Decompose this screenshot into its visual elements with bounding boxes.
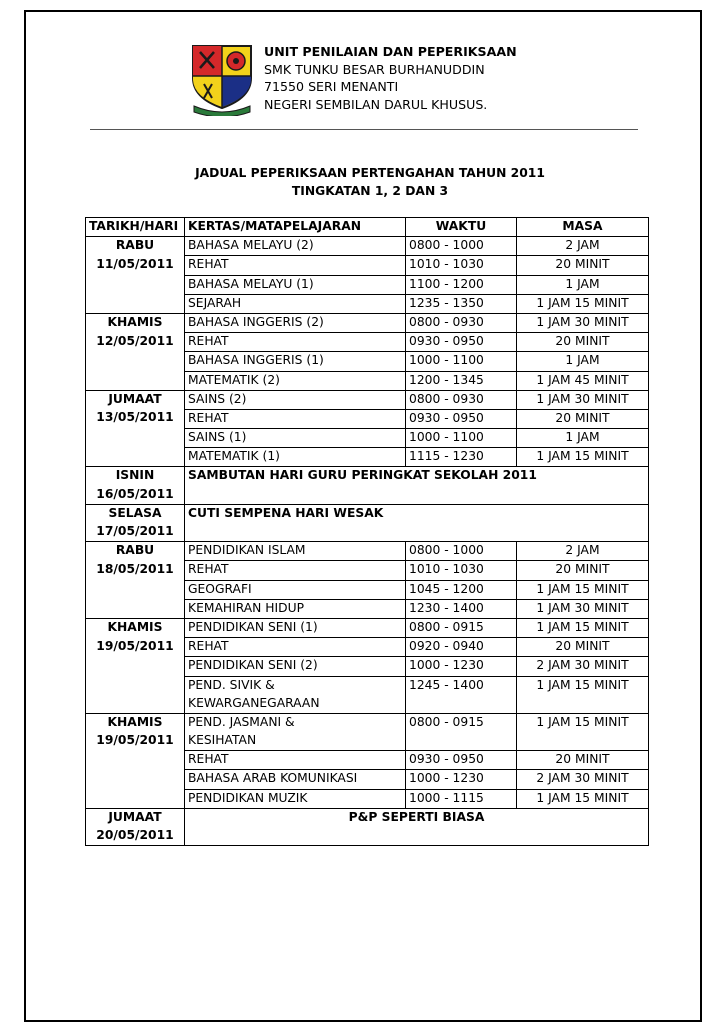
table-row bbox=[86, 751, 649, 770]
school-state: NEGERI SEMBILAN DARUL KHUSUS. bbox=[264, 96, 488, 112]
time-cell: 0920 - 0940 bbox=[406, 638, 517, 657]
table-row bbox=[86, 618, 649, 637]
table-row bbox=[86, 542, 649, 561]
duration-cell: 1 JAM 45 MINIT bbox=[517, 371, 649, 390]
table-row bbox=[86, 638, 649, 657]
time-cell: 0800 - 0930 bbox=[406, 313, 517, 332]
table-row bbox=[86, 294, 649, 313]
table-row bbox=[86, 237, 649, 256]
duration-cell: 20 MINIT bbox=[517, 561, 649, 580]
header-subject: KERTAS/MATAPELAJARAN bbox=[185, 218, 406, 237]
duration-cell: 2 JAM bbox=[517, 237, 649, 256]
date-cell: 19/05/2011 bbox=[86, 638, 185, 657]
table-row bbox=[86, 657, 649, 676]
duration-cell: 1 JAM 30 MINIT bbox=[517, 599, 649, 618]
school-crest-icon bbox=[190, 40, 254, 116]
date-cell bbox=[86, 371, 185, 390]
table-row bbox=[86, 561, 649, 580]
subject-cell: BAHASA INGGERIS (1) bbox=[185, 352, 406, 371]
time-cell: 1200 - 1345 bbox=[406, 371, 517, 390]
duration-cell: 1 JAM 15 MINIT bbox=[517, 294, 649, 313]
subject-cell: PENDIDIKAN MUZIK bbox=[185, 789, 406, 808]
event-cell: CUTI SEMPENA HARI WESAK bbox=[185, 504, 649, 541]
header-time: WAKTU bbox=[406, 218, 517, 237]
date-cell bbox=[86, 657, 185, 676]
date-cell: ISNIN bbox=[86, 467, 185, 486]
table-row bbox=[86, 409, 649, 428]
time-cell: 1000 - 1100 bbox=[406, 352, 517, 371]
subject-cell: REHAT bbox=[185, 409, 406, 428]
subject-cell: BAHASA ARAB KOMUNIKASI bbox=[185, 770, 406, 789]
time-cell: 0800 - 1000 bbox=[406, 542, 517, 561]
date-cell bbox=[86, 448, 185, 467]
time-cell: 1000 - 1115 bbox=[406, 789, 517, 808]
subject-cell: PENDIDIKAN ISLAM bbox=[185, 542, 406, 561]
subject-cell: PENDIDIKAN SENI (2) bbox=[185, 657, 406, 676]
duration-cell: 1 JAM bbox=[517, 352, 649, 371]
table-row bbox=[86, 352, 649, 371]
unit-name: UNIT PENILAIAN DAN PEPERIKSAAN bbox=[264, 44, 517, 59]
header-date: TARIKH/HARI bbox=[86, 218, 185, 237]
date-cell: 13/05/2011 bbox=[86, 409, 185, 428]
header-divider bbox=[90, 129, 638, 130]
time-cell: 1010 - 1030 bbox=[406, 256, 517, 275]
table-row bbox=[86, 580, 649, 599]
table-row bbox=[86, 313, 649, 332]
time-cell: 0800 - 0915 bbox=[406, 618, 517, 637]
time-cell: 1000 - 1230 bbox=[406, 657, 517, 676]
subject-cell: GEOGRAFI bbox=[185, 580, 406, 599]
time-cell: 1000 - 1100 bbox=[406, 429, 517, 448]
date-cell: 20/05/2011 bbox=[86, 827, 185, 846]
event-cell: SAMBUTAN HARI GURU PERINGKAT SEKOLAH 2011 bbox=[185, 467, 649, 504]
duration-cell: 1 JAM bbox=[517, 429, 649, 448]
table-row bbox=[86, 429, 649, 448]
duration-cell: 1 JAM 15 MINIT bbox=[517, 618, 649, 637]
date-cell: 16/05/2011 bbox=[86, 486, 185, 505]
date-cell bbox=[86, 751, 185, 770]
school-name: SMK TUNKU BESAR BURHANUDDIN bbox=[264, 61, 485, 77]
subject-cell: PEND. SIVIK & bbox=[185, 676, 406, 695]
table-row bbox=[86, 467, 649, 486]
time-cell: 0930 - 0950 bbox=[406, 333, 517, 352]
time-cell: 0930 - 0950 bbox=[406, 751, 517, 770]
time-cell: 1010 - 1030 bbox=[406, 561, 517, 580]
subject-cell: BAHASA MELAYU (1) bbox=[185, 275, 406, 294]
date-cell bbox=[86, 599, 185, 618]
table-row bbox=[86, 371, 649, 390]
table-row bbox=[86, 676, 649, 695]
table-row bbox=[86, 504, 649, 523]
date-cell: RABU bbox=[86, 237, 185, 256]
date-cell bbox=[86, 294, 185, 313]
date-cell: 12/05/2011 bbox=[86, 333, 185, 352]
document-title bbox=[180, 164, 560, 200]
date-cell: KHAMIS bbox=[86, 618, 185, 637]
duration-cell: 20 MINIT bbox=[517, 751, 649, 770]
date-cell bbox=[86, 770, 185, 789]
subject-cell: MATEMATIK (2) bbox=[185, 371, 406, 390]
duration-cell: 20 MINIT bbox=[517, 256, 649, 275]
subject-cell: REHAT bbox=[185, 638, 406, 657]
duration-cell: 1 JAM 15 MINIT bbox=[517, 789, 649, 808]
subject-cell: BAHASA INGGERIS (2) bbox=[185, 313, 406, 332]
date-cell: RABU bbox=[86, 542, 185, 561]
table-row bbox=[86, 275, 649, 294]
date-cell bbox=[86, 580, 185, 599]
duration-cell: 1 JAM 15 MINIT bbox=[517, 448, 649, 467]
duration-cell: 1 JAM 15 MINIT bbox=[517, 713, 649, 750]
subject-cell: SAINS (1) bbox=[185, 429, 406, 448]
subject-cell: BAHASA MELAYU (2) bbox=[185, 237, 406, 256]
date-cell: 17/05/2011 bbox=[86, 523, 185, 542]
duration-cell: 20 MINIT bbox=[517, 333, 649, 352]
time-cell: 1245 - 1400 bbox=[406, 676, 517, 713]
duration-cell: 1 JAM 30 MINIT bbox=[517, 313, 649, 332]
duration-cell: 2 JAM bbox=[517, 542, 649, 561]
time-cell: 1115 - 1230 bbox=[406, 448, 517, 467]
duration-cell: 1 JAM 15 MINIT bbox=[517, 676, 649, 713]
subject-cell: PENDIDIKAN SENI (1) bbox=[185, 618, 406, 637]
date-cell: 19/05/2011 bbox=[86, 732, 185, 751]
school-postcode: 71550 SERI MENANTI bbox=[264, 79, 399, 94]
time-cell: 1235 - 1350 bbox=[406, 294, 517, 313]
subject-cell: MATEMATIK (1) bbox=[185, 448, 406, 467]
time-cell: 0800 - 1000 bbox=[406, 237, 517, 256]
time-cell: 0930 - 0950 bbox=[406, 409, 517, 428]
date-cell bbox=[86, 695, 185, 714]
time-cell: 1100 - 1200 bbox=[406, 275, 517, 294]
duration-cell: 1 JAM 15 MINIT bbox=[517, 580, 649, 599]
table-row bbox=[86, 789, 649, 808]
date-cell: KHAMIS bbox=[86, 713, 185, 732]
subject-cell: REHAT bbox=[185, 333, 406, 352]
subject-cell: SAINS (2) bbox=[185, 390, 406, 409]
duration-cell: 1 JAM 30 MINIT bbox=[517, 390, 649, 409]
duration-cell: 1 JAM bbox=[517, 275, 649, 294]
date-cell: JUMAAT bbox=[86, 808, 185, 827]
subject-cell: REHAT bbox=[185, 561, 406, 580]
subject-cell: KEMAHIRAN HIDUP bbox=[185, 599, 406, 618]
date-cell bbox=[86, 352, 185, 371]
duration-cell: 20 MINIT bbox=[517, 638, 649, 657]
subject-cell: PEND. JASMANI & bbox=[185, 713, 406, 732]
title-line-2: TINGKATAN 1, 2 DAN 3 bbox=[291, 184, 449, 198]
date-cell: KHAMIS bbox=[86, 313, 185, 332]
time-cell: 1230 - 1400 bbox=[406, 599, 517, 618]
title-line-1: JADUAL PEPERIKSAAN PERTENGAHAN TAHUN 2011 bbox=[195, 166, 545, 180]
date-cell bbox=[86, 429, 185, 448]
date-cell: SELASA bbox=[86, 504, 185, 523]
time-cell: 0800 - 0915 bbox=[406, 713, 517, 750]
header-duration: MASA bbox=[517, 218, 649, 237]
table-row bbox=[86, 448, 649, 467]
subject-cell-continued: KEWARGANEGARAAN bbox=[185, 695, 406, 714]
duration-cell: 2 JAM 30 MINIT bbox=[517, 770, 649, 789]
date-cell: 11/05/2011 bbox=[86, 256, 185, 275]
date-cell: JUMAAT bbox=[86, 390, 185, 409]
table-row bbox=[86, 256, 649, 275]
subject-cell: SEJARAH bbox=[185, 294, 406, 313]
duration-cell: 20 MINIT bbox=[517, 409, 649, 428]
table-row bbox=[86, 333, 649, 352]
subject-cell: REHAT bbox=[185, 256, 406, 275]
subject-cell: REHAT bbox=[185, 751, 406, 770]
table-row bbox=[86, 713, 649, 732]
time-cell: 1000 - 1230 bbox=[406, 770, 517, 789]
time-cell: 1045 - 1200 bbox=[406, 580, 517, 599]
exam-schedule-table bbox=[85, 217, 649, 846]
date-cell bbox=[86, 676, 185, 695]
table-row bbox=[86, 390, 649, 409]
table-row bbox=[86, 808, 649, 827]
date-cell bbox=[86, 789, 185, 808]
table-row bbox=[86, 770, 649, 789]
duration-cell: 2 JAM 30 MINIT bbox=[517, 657, 649, 676]
date-cell bbox=[86, 275, 185, 294]
time-cell: 0800 - 0930 bbox=[406, 390, 517, 409]
letterhead bbox=[264, 43, 517, 113]
table-header-row bbox=[86, 218, 649, 237]
note-cell: P&P SEPERTI BIASA bbox=[185, 808, 649, 845]
date-cell: 18/05/2011 bbox=[86, 561, 185, 580]
subject-cell-continued: KESIHATAN bbox=[185, 732, 406, 751]
table-row bbox=[86, 599, 649, 618]
